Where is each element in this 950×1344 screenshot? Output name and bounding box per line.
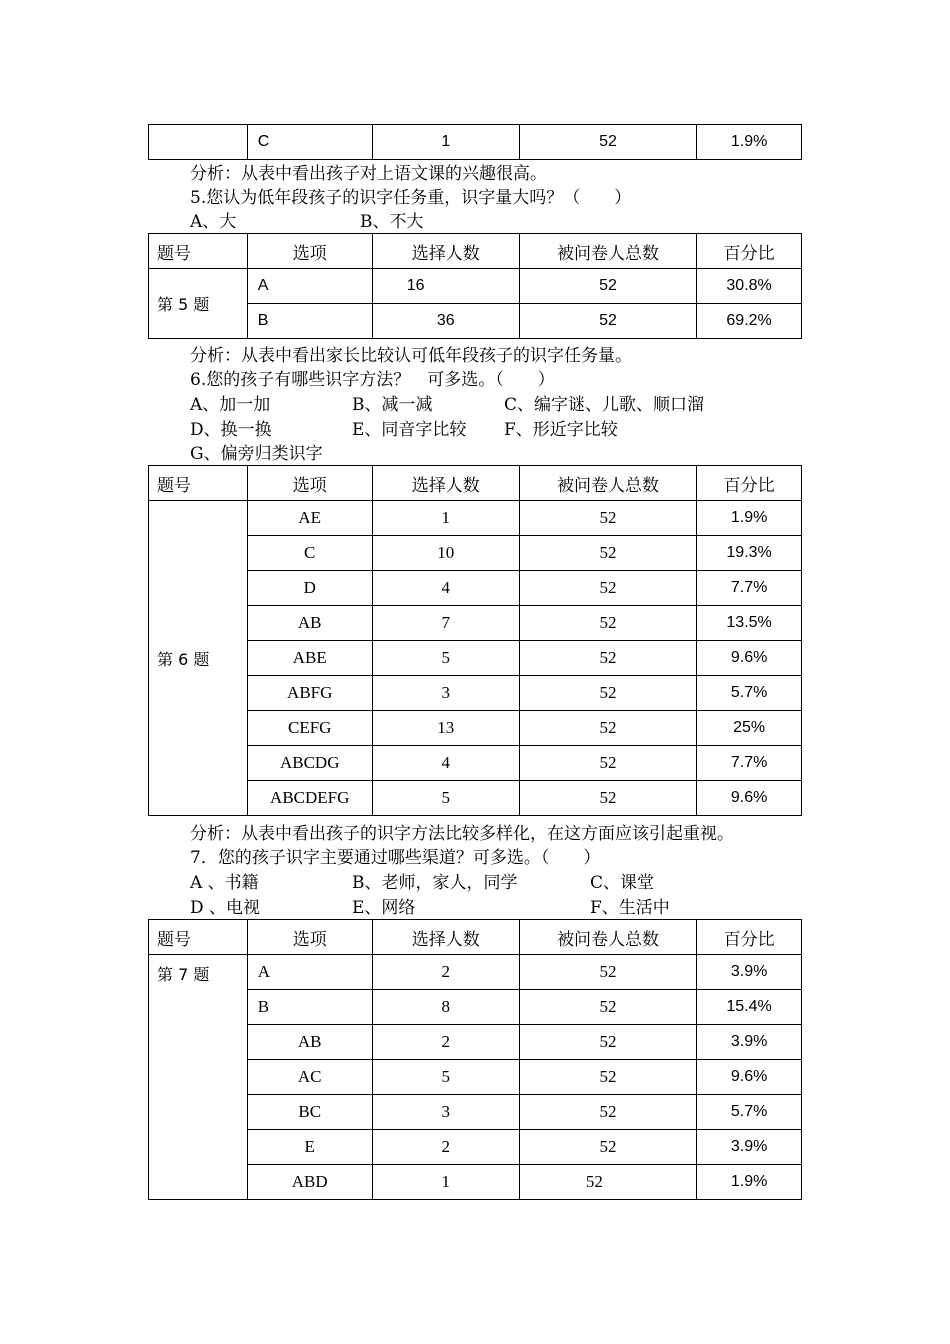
total-cell: 52 <box>519 269 696 304</box>
percent-cell: 3.9% <box>697 1025 802 1060</box>
header-total: 被问卷人总数 <box>519 466 696 501</box>
percent-cell: 30.8% <box>697 269 802 304</box>
table-row <box>149 536 802 571</box>
count-cell: 8 <box>372 990 519 1025</box>
total-cell: 52 <box>519 990 696 1025</box>
option-cell: AE <box>247 501 372 536</box>
q7-option-a: A 、书籍 <box>190 873 259 893</box>
empty-cell <box>149 125 248 160</box>
total-cell: 52 <box>519 641 696 676</box>
header-percent: 百分比 <box>697 466 802 501</box>
table-row <box>149 1025 802 1060</box>
total-cell: 52 <box>519 501 696 536</box>
percent-cell: 1.9% <box>697 125 802 160</box>
total-cell: 52 <box>519 606 696 641</box>
question-5: 5.您认为低年段孩子的识字任务重，识字量大吗？（ ） <box>190 188 632 208</box>
header-q: 题号 <box>149 466 248 501</box>
percent-cell: 9.6% <box>697 1060 802 1095</box>
q7-option-d: D 、电视 <box>190 898 261 918</box>
count-cell: 1 <box>372 501 519 536</box>
total-cell: 52 <box>519 571 696 606</box>
percent-cell: 5.7% <box>697 1095 802 1130</box>
option-cell: B <box>247 990 372 1025</box>
option-cell: A <box>247 955 372 990</box>
option-cell: C <box>247 125 372 160</box>
percent-cell: 7.7% <box>697 746 802 781</box>
table-row <box>149 676 802 711</box>
count-cell: 5 <box>372 781 519 816</box>
count-cell: 10 <box>372 536 519 571</box>
header-option: 选项 <box>247 466 372 501</box>
analysis-q5: 分析：从表中看出家长比较认可低年段孩子的识字任务量。 <box>190 346 632 366</box>
table-row <box>149 746 802 781</box>
header-count: 选择人数 <box>372 920 519 955</box>
option-cell: ABD <box>247 1165 372 1200</box>
total-cell: 52 <box>519 955 696 990</box>
header-q: 题号 <box>149 920 248 955</box>
total-cell: 52 <box>519 125 696 160</box>
q5-option-b: B、不大 <box>360 212 424 232</box>
count-cell: 4 <box>372 746 519 781</box>
table-header-row <box>149 920 802 955</box>
table-row <box>149 955 802 990</box>
total-cell: 52 <box>519 536 696 571</box>
table-row <box>149 269 802 304</box>
percent-cell: 15.4% <box>697 990 802 1025</box>
option-cell: AC <box>247 1060 372 1095</box>
percent-cell: 25% <box>697 711 802 746</box>
header-percent: 百分比 <box>697 920 802 955</box>
option-cell: B <box>247 304 372 339</box>
option-cell: D <box>247 571 372 606</box>
header-q: 题号 <box>149 234 248 269</box>
count-cell: 13 <box>372 711 519 746</box>
table-q6 <box>148 465 802 816</box>
count-cell: 2 <box>372 1130 519 1165</box>
header-percent: 百分比 <box>697 234 802 269</box>
option-cell: ABCDEFG <box>247 781 372 816</box>
count-cell: 2 <box>372 955 519 990</box>
q6-option-d: D、换一换 <box>190 420 272 440</box>
option-cell: ABE <box>247 641 372 676</box>
percent-cell: 5.7% <box>697 676 802 711</box>
header-option: 选项 <box>247 920 372 955</box>
total-cell: 52 <box>519 1165 696 1200</box>
total-cell: 52 <box>519 1060 696 1095</box>
total-cell: 52 <box>519 711 696 746</box>
option-cell: BC <box>247 1095 372 1130</box>
q6-option-b: B、减一减 <box>352 395 433 415</box>
q5-option-a: A、大 <box>190 212 237 232</box>
q7-option-e: E、网络 <box>352 898 416 918</box>
count-cell: 5 <box>372 1060 519 1095</box>
question-label: 第 6 题 <box>149 501 248 816</box>
total-cell: 52 <box>519 304 696 339</box>
total-cell: 52 <box>519 1025 696 1060</box>
count-cell: 4 <box>372 571 519 606</box>
table-row <box>149 125 802 160</box>
percent-cell: 7.7% <box>697 571 802 606</box>
option-cell: ABFG <box>247 676 372 711</box>
total-cell: 52 <box>519 1095 696 1130</box>
table-row <box>149 501 802 536</box>
q6-option-g: G、偏旁归类识字 <box>190 444 323 464</box>
count-cell: 1 <box>372 1165 519 1200</box>
header-count: 选择人数 <box>372 466 519 501</box>
header-count: 选择人数 <box>372 234 519 269</box>
percent-cell: 69.2% <box>697 304 802 339</box>
total-cell: 52 <box>519 781 696 816</box>
count-cell: 36 <box>372 304 519 339</box>
header-option: 选项 <box>247 234 372 269</box>
percent-cell: 1.9% <box>697 501 802 536</box>
analysis-q4: 分析：从表中看出孩子对上语文课的兴趣很高。 <box>190 164 547 184</box>
table-row <box>149 304 802 339</box>
table-row <box>149 1165 802 1200</box>
table-row <box>149 781 802 816</box>
table-row <box>149 571 802 606</box>
count-cell: 1 <box>372 125 519 160</box>
header-total: 被问卷人总数 <box>519 920 696 955</box>
option-cell: C <box>247 536 372 571</box>
q7-option-c: C、课堂 <box>590 873 655 893</box>
percent-cell: 3.9% <box>697 955 802 990</box>
q6-option-c: C、编字谜、儿歌、顺口溜 <box>504 395 705 415</box>
table-header-row <box>149 466 802 501</box>
q7-option-f: F、生活中 <box>590 898 670 918</box>
table-row <box>149 1095 802 1130</box>
percent-cell: 1.9% <box>697 1165 802 1200</box>
count-cell: 3 <box>372 676 519 711</box>
table-q7 <box>148 919 802 1200</box>
q6-option-e: E、同音字比较 <box>352 420 467 440</box>
table-row <box>149 711 802 746</box>
percent-cell: 19.3% <box>697 536 802 571</box>
table-row <box>149 990 802 1025</box>
analysis-q6: 分析：从表中看出孩子的识字方法比较多样化，在这方面应该引起重视。 <box>190 824 734 844</box>
table-row <box>149 1060 802 1095</box>
count-cell: 5 <box>372 641 519 676</box>
percent-cell: 3.9% <box>697 1130 802 1165</box>
header-total: 被问卷人总数 <box>519 234 696 269</box>
count-cell: 2 <box>372 1025 519 1060</box>
percent-cell: 9.6% <box>697 781 802 816</box>
option-cell: A <box>247 269 372 304</box>
q7-option-b: B、老师，家人，同学 <box>352 873 518 893</box>
total-cell: 52 <box>519 676 696 711</box>
table-header-row <box>149 234 802 269</box>
table-q5 <box>148 233 802 339</box>
count-cell: 3 <box>372 1095 519 1130</box>
q6-option-a: A、加一加 <box>190 395 271 415</box>
percent-cell: 9.6% <box>697 641 802 676</box>
question-6: 6.您的孩子有哪些识字方法？ 可多选。（ ） <box>190 370 555 390</box>
option-cell: ABCDG <box>247 746 372 781</box>
table-row <box>149 606 802 641</box>
table-q4-tail <box>148 124 802 160</box>
option-cell: AB <box>247 606 372 641</box>
question-7: 7．您的孩子识字主要通过哪些渠道？可多选。（ ） <box>190 848 601 868</box>
option-cell: CEFG <box>247 711 372 746</box>
table-row <box>149 641 802 676</box>
q6-option-f: F、形近字比较 <box>504 420 618 440</box>
option-cell: AB <box>247 1025 372 1060</box>
total-cell: 52 <box>519 746 696 781</box>
count-cell: 7 <box>372 606 519 641</box>
total-cell: 52 <box>519 1130 696 1165</box>
option-cell: E <box>247 1130 372 1165</box>
question-label: 第 5 题 <box>149 269 248 339</box>
count-cell: 16 <box>372 269 519 304</box>
question-label: 第 7 题 <box>149 955 248 1200</box>
percent-cell: 13.5% <box>697 606 802 641</box>
table-row <box>149 1130 802 1165</box>
